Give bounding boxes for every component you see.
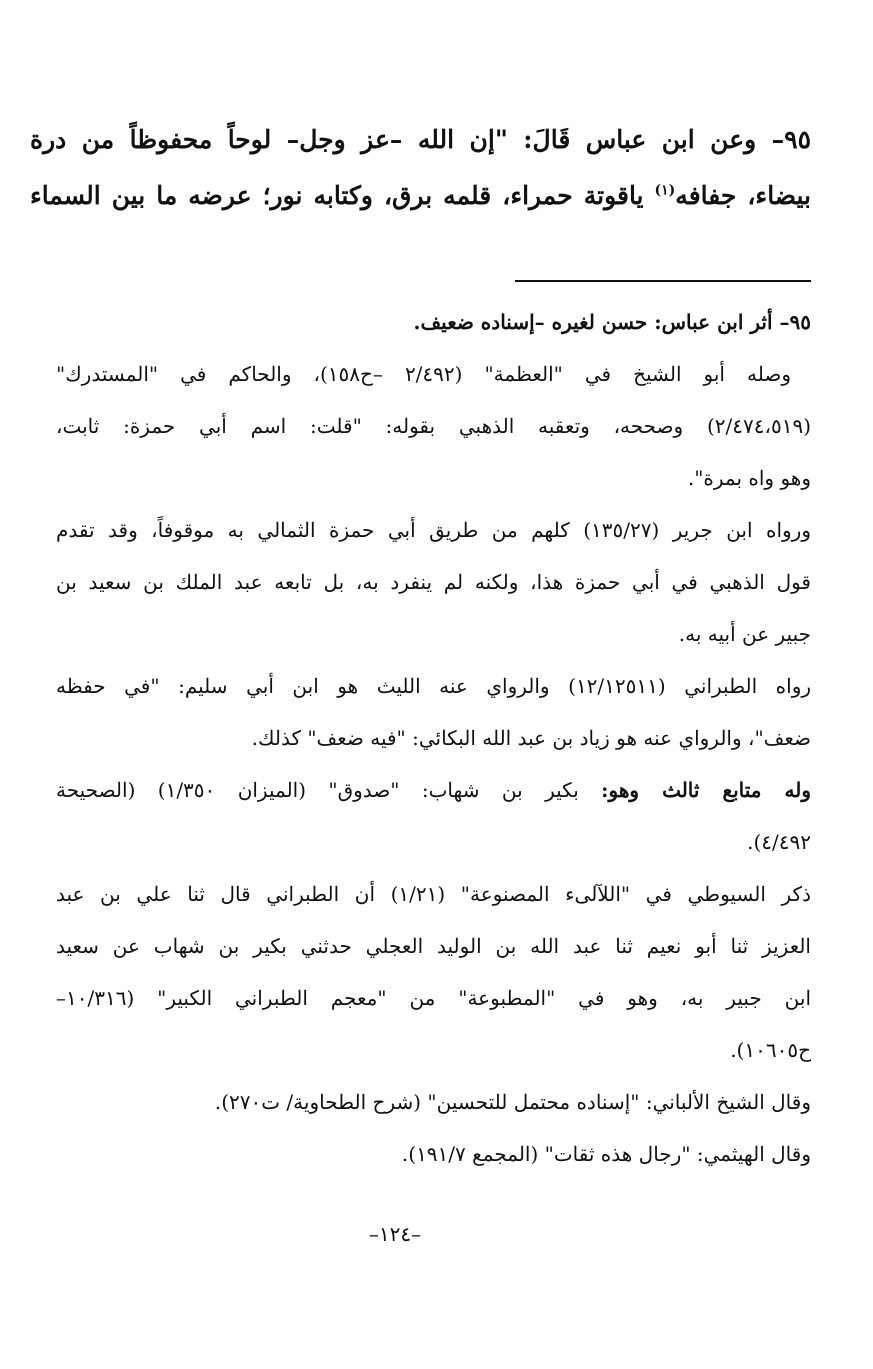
footnote-heading: ٩٥– أثر ابن عباس: حسن لغيره –إسناده ضعيف.	[413, 310, 811, 334]
footnote-separator	[515, 280, 811, 282]
footnote-line	[56, 764, 811, 816]
main-text-block	[30, 112, 811, 224]
footnote-line: ح١٠٦٠٥).	[730, 1038, 811, 1062]
footnote-line: رواه الطبراني (١٢/١٢٥١١) والرواي عنه الليث هو ابن أبي سليم: "في حفظه	[56, 674, 811, 698]
footnote-line: العزيز ثنا أبو نعيم ثنا عبد الله بن الوليد العجلي حدثني بكير بن شهاب عن سعيد	[56, 934, 811, 958]
main-text-segment: بيضاء، جفافه	[675, 181, 811, 210]
footnote-line: قول الذهبي في أبي حمزة هذا، ولكنه لم ينفرد به، بل تابعه عبد الملك بن سعيد بن	[56, 570, 811, 594]
footnote-marker[interactable]: (١)	[654, 182, 676, 199]
footnote-line: ورواه ابن جرير (١٣٥/٢٧) كلهم من طريق أبي حمزة الثمالي به موقوفاً، وقد تقدم	[56, 518, 811, 542]
footnote-text-segment: بكير بن شهاب: "صدوق" (الميزان ١/٣٥٠) (الصحيحة	[56, 778, 602, 802]
footnote-line: (٢/٤٧٤،٥١٩) وصححه، وتعقبه الذهبي بقوله: "قلت: اسم أبي حمزة: ثابت،	[56, 414, 811, 438]
footnote-line: وهو واه بمرة".	[687, 466, 811, 490]
footnote-line: ٤/٤٩٢).	[747, 830, 811, 854]
footnote-line: جبير عن أبيه به.	[678, 622, 811, 646]
footnote-line: ابن جبير به، وهو في "المطبوعة" من "معجم الطبراني الكبير" (١٠/٣١٦–	[56, 986, 811, 1010]
footnote-line: وصله أبو الشيخ في "العظمة" (٢/٤٩٢ –ح١٥٨)، والحاكم في "المستدرك"	[56, 362, 791, 386]
footnote-line: ذكر السيوطي في "اللآلىء المصنوعة" (١/٢١) أن الطبراني قال ثنا علي بن عبد	[56, 882, 811, 906]
footnote-line: وقال الهيثمي: "رجال هذه ثقات" (المجمع ١٩١/٧).	[401, 1142, 811, 1166]
footnotes-block	[56, 296, 811, 1180]
footnote-line: وقال الشيخ الألباني: "إسناده محتمل للتحسين" (شرح الطحاوية/ ت٢٧٠).	[214, 1090, 811, 1114]
main-text-line: ٩٥– وعن ابن عباس قَالَ: "إن الله –عز وجل– لوحاً محفوظاً من درة	[30, 125, 811, 154]
page-number: –١٢٤–	[368, 1222, 422, 1246]
main-text-line	[30, 168, 811, 224]
footnote-bold-lead: وله متابع ثالث وهو:	[601, 778, 811, 802]
footnote-line: ضعف"، والرواي عنه هو زياد بن عبد الله البكائي: "فيه ضعف" كذلك.	[251, 726, 811, 750]
main-text-segment: ياقوتة حمراء، قلمه برق، وكتابه نور؛ عرضه ما بين السماء	[30, 181, 655, 210]
